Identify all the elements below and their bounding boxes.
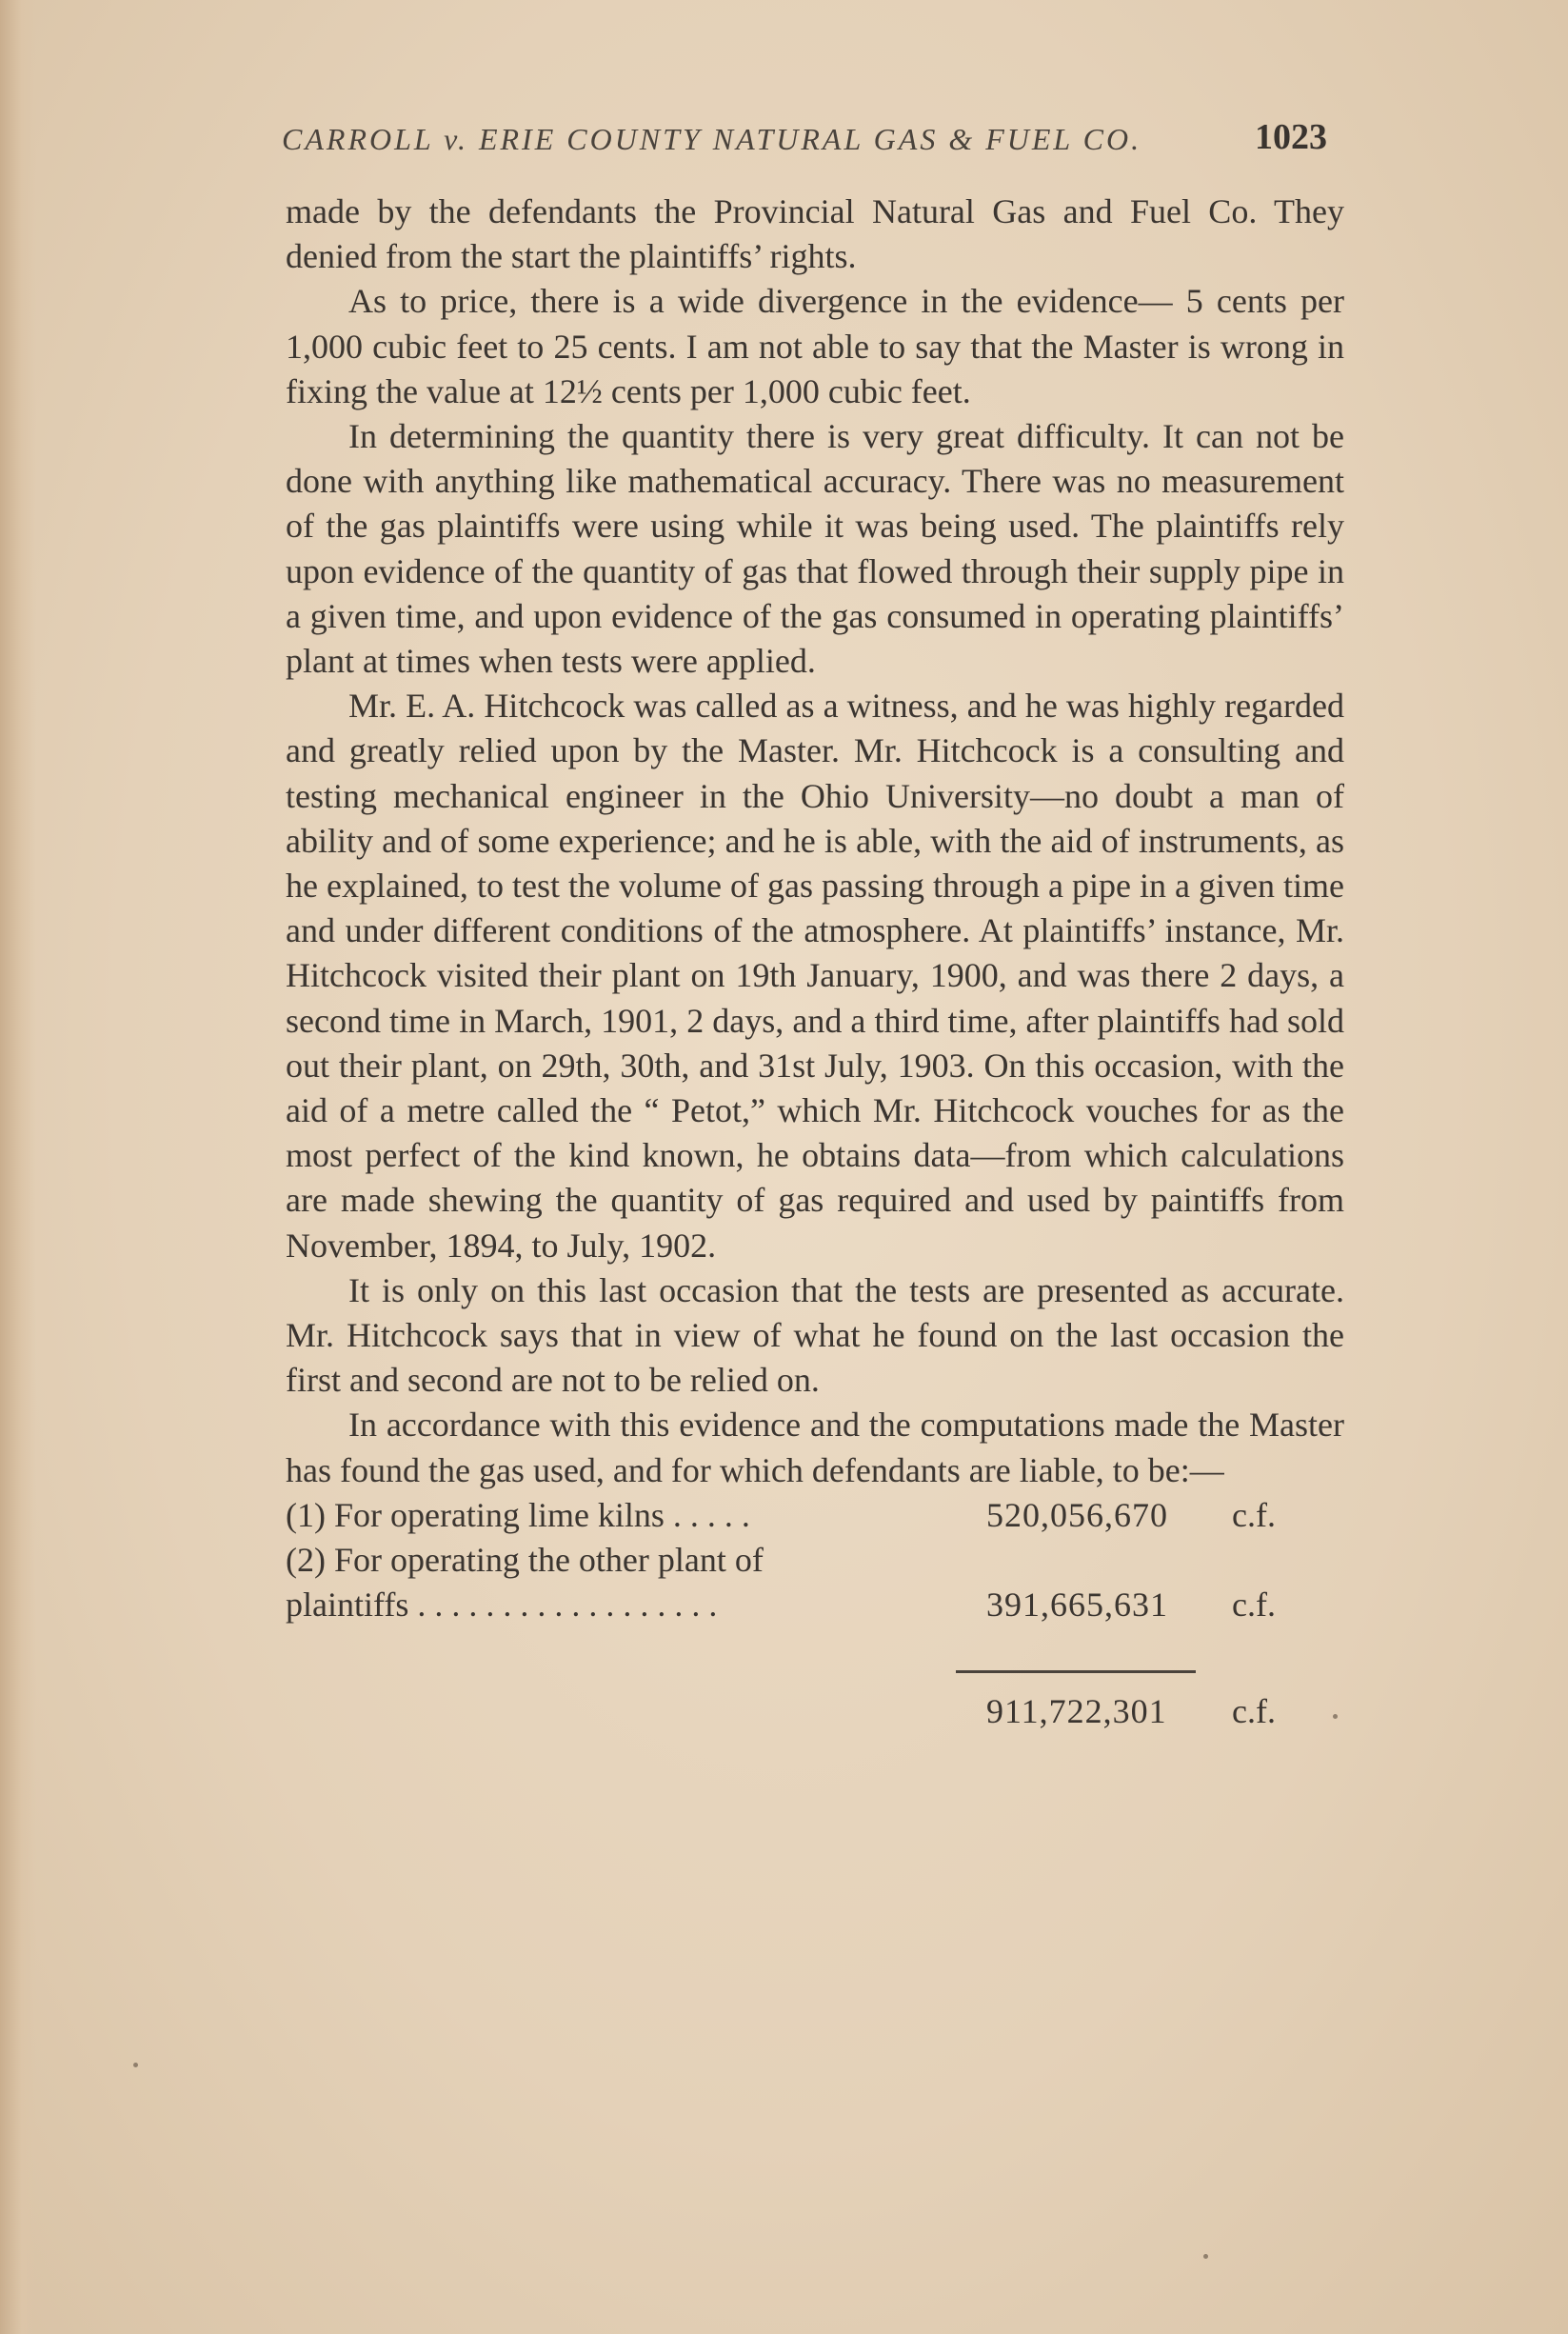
sum-rule bbox=[956, 1670, 1196, 1673]
item-2-label-line-1: (2) For operating the other plant of bbox=[286, 1540, 764, 1579]
paragraph-6: In accordance with this evidence and the computations made the Master has found the gas used, and for which defendants are liable, to be:— bbox=[286, 1406, 1344, 1489]
paragraph-2: As to price, there is a wide divergence in the evidence— 5 cents per 1,000 cubic feet to 25 cents. I am not able to say that the Master is wrong in fixing the value at 12½ cents per 1,000 cubic feet. bbox=[286, 282, 1344, 410]
page-edge-shadow bbox=[0, 0, 36, 2334]
item-2-label-line-2: plaintiffs . . . . . . . . . . . . . . . . . . bbox=[286, 1585, 718, 1624]
page-header bbox=[282, 112, 1327, 170]
paragraph-4: Mr. E. A. Hitchcock was called as a witness, and he was highly regarded and greatly relied upon by the Master. Mr. Hitchcock is a consulting and testing mechanical engineer in the Ohio University—no doubt a man of ability and of some experience; and he is able, with the aid of instruments, as he explained, to test the volume of gas passing through a pipe in a given time and under different conditions of the atmosphere. At plaintiffs’ instance, Mr. Hitchcock visited their plant on 19th January, 1900, and was there 2 days, a second time in March, 1901, 2 days, and a third time, after plaintiffs had sold out their plant, on 29th, 30th, and 31st July, 1903. On this occasion, with the aid of a metre called the “ Petot,” which Mr. Hitchcock vouches for as the most perfect of the kind known, he obtains data—from which calculations are made shewing the quantity of gas required and used by paintiffs from November, 1894, to July, 1902. bbox=[286, 687, 1344, 1265]
gas-computation bbox=[286, 1493, 1344, 1731]
item-1-unit: c.f. bbox=[1232, 1495, 1276, 1534]
page-number: 1023 bbox=[1255, 117, 1327, 157]
computation-row-3 bbox=[286, 1583, 1276, 1627]
item-1-amount: 520,056,670 bbox=[986, 1495, 1168, 1534]
paper-speck bbox=[1333, 1714, 1338, 1719]
item-2-unit: c.f. bbox=[1232, 1585, 1276, 1624]
paper-speck bbox=[1203, 2254, 1208, 2259]
running-head: CARROLL v. ERIE COUNTY NATURAL GAS & FUEL CO. bbox=[282, 122, 1142, 156]
item-1-label: (1) For operating lime kilns . . . . . bbox=[286, 1495, 750, 1534]
total-amount: 911,722,301 bbox=[986, 1691, 1167, 1730]
paragraph-5: It is only on this last occasion that the tests are presented as accurate. Mr. Hitchcock says that in view of what he found on the last occasion the first and second are not to be relied on. bbox=[286, 1270, 1344, 1400]
item-2-amount: 391,665,631 bbox=[986, 1585, 1168, 1624]
paragraph-3: In determining the quantity there is very great difficulty. It can not be done with anything like mathematical accuracy. There was no measurement of the gas plaintiffs were using while it was being used. The plaintiffs rely upon evidence of the quantity of gas that flowed through their supply pipe in a given time, and upon evidence of the gas consumed in operating plaintiffs’ plant at times when tests were applied. bbox=[286, 417, 1344, 681]
computation-total-row bbox=[286, 1689, 1276, 1734]
total-unit: c.f. bbox=[1232, 1691, 1276, 1730]
computation-row-1 bbox=[286, 1493, 1276, 1538]
computation-row-2 bbox=[286, 1538, 1190, 1583]
paragraph-1: made by the defendants the Provincial Natural Gas and Fuel Co. They denied from the start the plaintiffs’ rights. bbox=[286, 192, 1344, 276]
paper-speck bbox=[133, 2063, 138, 2067]
body-text bbox=[286, 190, 1344, 1731]
